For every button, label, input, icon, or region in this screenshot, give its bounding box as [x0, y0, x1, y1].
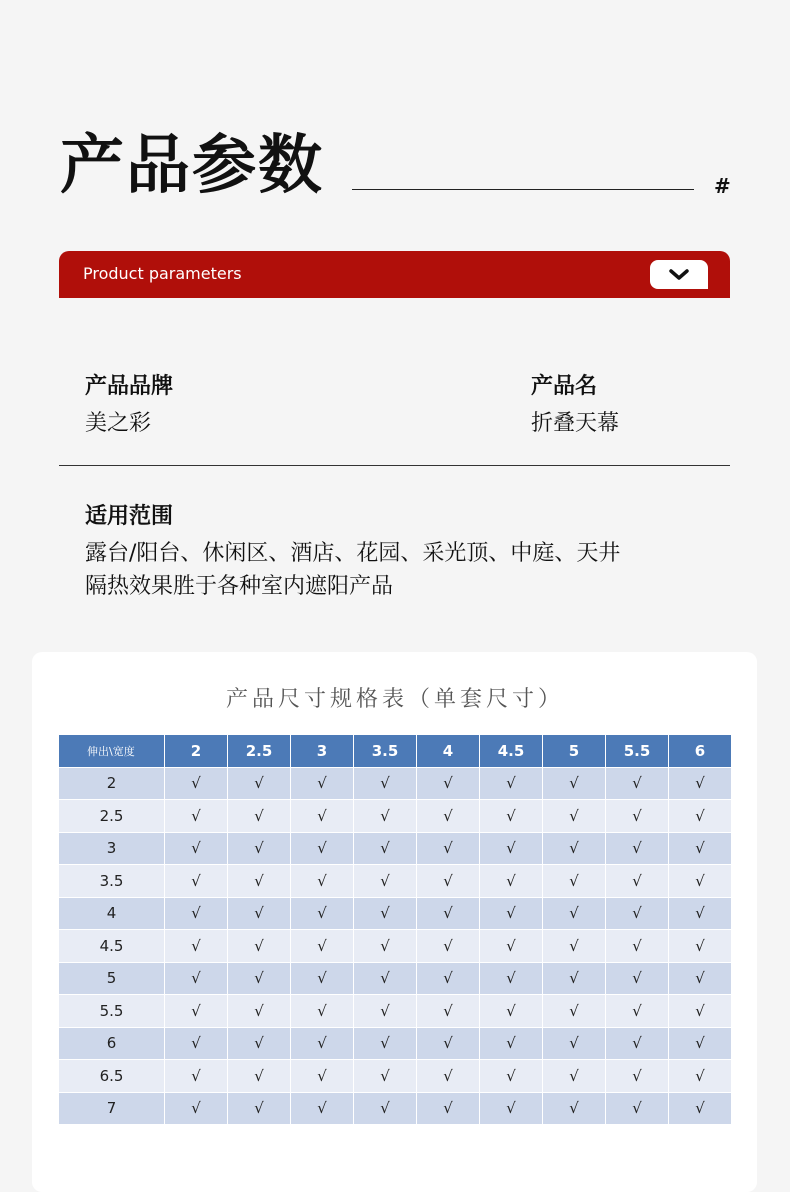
- table-cell: √: [354, 800, 417, 833]
- table-cell: √: [669, 800, 732, 833]
- table-cell: √: [165, 833, 228, 866]
- table-cell: √: [291, 930, 354, 963]
- table-cell: √: [291, 1028, 354, 1061]
- expand-button[interactable]: [650, 260, 708, 289]
- table-cell: √: [417, 995, 480, 1028]
- scope-label: 适用范围: [85, 504, 174, 529]
- table-cell: √: [417, 963, 480, 996]
- table-cell: √: [543, 995, 606, 1028]
- table-cell: √: [417, 1028, 480, 1061]
- row-header: 3: [59, 833, 165, 866]
- table-cell: √: [669, 1093, 732, 1126]
- column-header: 5.5: [606, 735, 669, 768]
- table-cell: √: [606, 1060, 669, 1093]
- table-cell: √: [354, 1060, 417, 1093]
- table-cell: √: [165, 1028, 228, 1061]
- table-cell: √: [480, 898, 543, 931]
- table-cell: √: [669, 1028, 732, 1061]
- table-cell: √: [228, 963, 291, 996]
- table-cell: √: [354, 995, 417, 1028]
- table-cell: √: [165, 930, 228, 963]
- table-cell: √: [543, 1093, 606, 1126]
- table-cell: √: [669, 963, 732, 996]
- table-cell: √: [354, 963, 417, 996]
- table-cell: √: [606, 930, 669, 963]
- table-cell: √: [480, 1028, 543, 1061]
- table-cell: √: [606, 898, 669, 931]
- row-header: 7: [59, 1093, 165, 1126]
- table-cell: √: [228, 1060, 291, 1093]
- table-cell: √: [543, 768, 606, 801]
- product-name-value: 折叠天幕: [531, 411, 620, 436]
- banner-label: Product parameters: [83, 264, 242, 283]
- table-cell: √: [480, 995, 543, 1028]
- table-cell: √: [417, 800, 480, 833]
- row-header: 6: [59, 1028, 165, 1061]
- table-cell: √: [417, 833, 480, 866]
- table-cell: √: [606, 963, 669, 996]
- table-cell: √: [669, 995, 732, 1028]
- row-header: 4.5: [59, 930, 165, 963]
- title-divider: [352, 189, 694, 190]
- table-cell: √: [354, 833, 417, 866]
- table-cell: √: [669, 833, 732, 866]
- column-header: 4.5: [480, 735, 543, 768]
- table-cell: √: [417, 1093, 480, 1126]
- table-cell: √: [606, 800, 669, 833]
- table-cell: √: [543, 898, 606, 931]
- table-cell: √: [165, 995, 228, 1028]
- table-cell: √: [228, 768, 291, 801]
- table-cell: √: [669, 1060, 732, 1093]
- brand-label: 产品品牌: [85, 374, 174, 399]
- table-cell: √: [606, 833, 669, 866]
- table-cell: √: [228, 833, 291, 866]
- table-cell: √: [165, 1093, 228, 1126]
- table-cell: √: [606, 995, 669, 1028]
- column-header: 4: [417, 735, 480, 768]
- chevron-down-icon: [669, 269, 689, 281]
- table-cell: √: [480, 800, 543, 833]
- table-cell: √: [480, 768, 543, 801]
- table-cell: √: [543, 930, 606, 963]
- size-spec-table: [59, 735, 732, 1125]
- table-cell: √: [354, 1093, 417, 1126]
- table-cell: √: [480, 1093, 543, 1126]
- table-cell: √: [228, 800, 291, 833]
- table-cell: √: [543, 800, 606, 833]
- column-header: 3.5: [354, 735, 417, 768]
- column-header: 6: [669, 735, 732, 768]
- row-header: 3.5: [59, 865, 165, 898]
- table-cell: √: [354, 865, 417, 898]
- table-cell: √: [165, 768, 228, 801]
- table-cell: √: [669, 898, 732, 931]
- row-header: 5.5: [59, 995, 165, 1028]
- table-cell: √: [291, 800, 354, 833]
- table-cell: √: [606, 1028, 669, 1061]
- column-header: 3: [291, 735, 354, 768]
- column-header: 2.5: [228, 735, 291, 768]
- section-divider: [59, 465, 730, 466]
- row-header: 5: [59, 963, 165, 996]
- scope-line: 露台/阳台、休闲区、酒店、花园、采光顶、中庭、天井: [85, 541, 621, 566]
- table-cell: √: [228, 930, 291, 963]
- table-cell: √: [417, 1060, 480, 1093]
- table-cell: √: [606, 865, 669, 898]
- row-header: 6.5: [59, 1060, 165, 1093]
- table-cell: √: [291, 963, 354, 996]
- table-cell: √: [291, 865, 354, 898]
- table-cell: √: [543, 1028, 606, 1061]
- table-cell: √: [354, 768, 417, 801]
- table-cell: √: [480, 865, 543, 898]
- table-cell: √: [291, 768, 354, 801]
- table-cell: √: [228, 898, 291, 931]
- product-parameters-banner: [59, 251, 730, 298]
- table-cell: √: [165, 963, 228, 996]
- table-cell: √: [228, 1028, 291, 1061]
- table-cell: √: [291, 898, 354, 931]
- table-cell: √: [606, 1093, 669, 1126]
- table-cell: √: [291, 995, 354, 1028]
- table-cell: √: [417, 768, 480, 801]
- table-cell: √: [354, 898, 417, 931]
- table-cell: √: [354, 1028, 417, 1061]
- table-cell: √: [291, 833, 354, 866]
- page-title: 产品参数: [60, 129, 324, 203]
- table-cell: √: [228, 995, 291, 1028]
- hash-mark: #: [714, 174, 731, 198]
- table-cell: √: [417, 898, 480, 931]
- table-cell: √: [165, 800, 228, 833]
- table-cell: √: [165, 898, 228, 931]
- table-cell: √: [480, 833, 543, 866]
- product-name-label: 产品名: [531, 374, 598, 399]
- table-cell: √: [417, 865, 480, 898]
- table-title: 产品尺寸规格表（单套尺寸）: [225, 687, 564, 712]
- table-cell: √: [480, 930, 543, 963]
- table-cell: √: [543, 833, 606, 866]
- scope-line: 隔热效果胜于各种室内遮阳产品: [85, 574, 394, 599]
- table-cell: √: [669, 865, 732, 898]
- table-cell: √: [480, 963, 543, 996]
- table-cell: √: [606, 768, 669, 801]
- table-cell: √: [480, 1060, 543, 1093]
- column-header: 2: [165, 735, 228, 768]
- table-cell: √: [543, 865, 606, 898]
- table-cell: √: [165, 1060, 228, 1093]
- table-corner-header: 伸出\宽度: [59, 735, 165, 768]
- brand-value: 美之彩: [85, 411, 152, 436]
- row-header: 2: [59, 768, 165, 801]
- table-cell: √: [543, 1060, 606, 1093]
- table-cell: √: [291, 1093, 354, 1126]
- table-cell: √: [669, 930, 732, 963]
- table-cell: √: [543, 963, 606, 996]
- table-cell: √: [669, 768, 732, 801]
- table-cell: √: [228, 865, 291, 898]
- table-cell: √: [228, 1093, 291, 1126]
- row-header: 4: [59, 898, 165, 931]
- column-header: 5: [543, 735, 606, 768]
- row-header: 2.5: [59, 800, 165, 833]
- table-cell: √: [291, 1060, 354, 1093]
- table-cell: √: [354, 930, 417, 963]
- table-cell: √: [165, 865, 228, 898]
- table-cell: √: [417, 930, 480, 963]
